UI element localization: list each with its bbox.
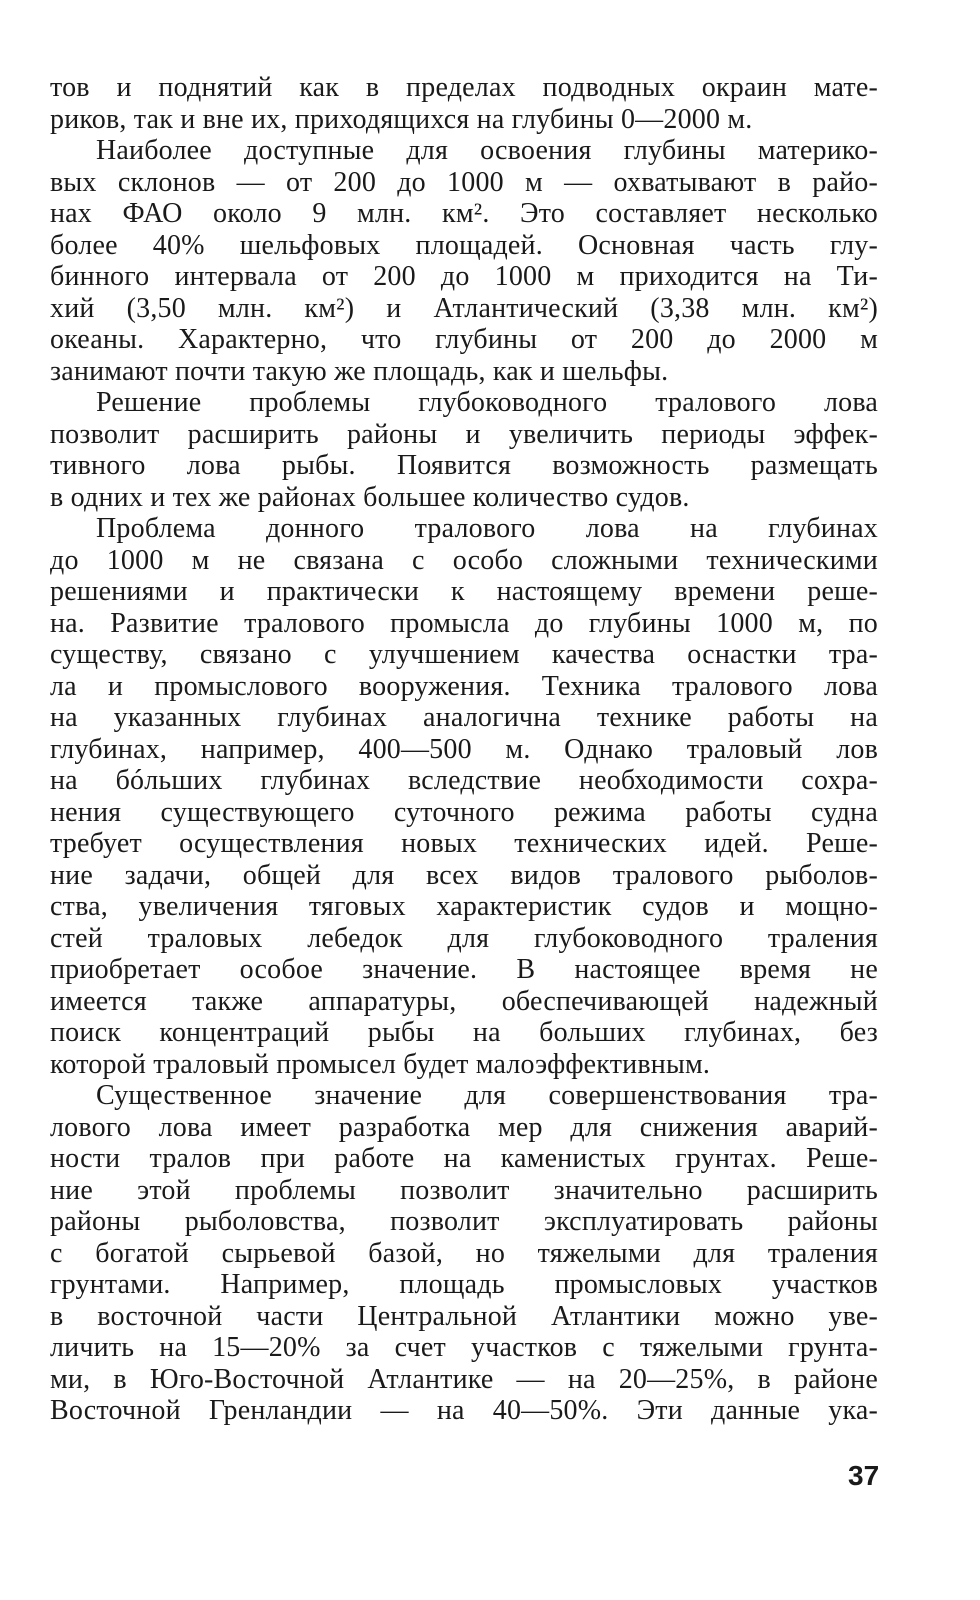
text-line: риков, так и вне их, приходящихся на глубины 0—2000 м. <box>50 103 753 135</box>
text-line: требует осуществления новых технических идей. Реше- <box>50 828 878 859</box>
page-number: 37 <box>848 1460 880 1491</box>
text-line: ние задачи, общей для всех видов тралового рыболов- <box>50 859 878 891</box>
text-line: ми, в Юго-Восточной Атлантике — на 20—25%, в районе <box>50 1363 878 1395</box>
text-line: на указанных глубинах аналогична технике работы на <box>50 702 878 733</box>
text-line: хий (3,50 млн. км²) и Атлантический (3,38 млн. км²) <box>50 292 878 324</box>
page-text <box>50 72 878 1427</box>
text-line: существу, связано с улучшением качества оснастки тра- <box>50 639 878 670</box>
text-line: нения существующего суточного режима работы судна <box>50 796 878 828</box>
text-line: ла и промыслового вооружения. Техника тралового лова <box>50 670 878 702</box>
text-line: стей траловых лебедок для глубоководного траления <box>50 922 878 954</box>
text-line: на бóльших глубинах вследствие необходимости сохра- <box>50 765 878 796</box>
text-line: тивного лова рыбы. Появится возможность размещать <box>50 450 878 481</box>
text-line: имеется также аппаратуры, обеспечивающей надежный <box>50 985 878 1017</box>
text-line: ности тралов при работе на каменистых грунтах. Реше- <box>50 1143 878 1174</box>
text-line: поиск концентраций рыбы на больших глубинах, без <box>50 1017 878 1048</box>
paragraph-first-line: Решение проблемы глубоководного тралового лова <box>96 387 878 418</box>
text-line: лового лова имеет разработка мер для снижения аварий- <box>50 1111 878 1143</box>
text-line: в одних и тех же районах большее количество судов. <box>50 481 690 513</box>
text-line: позволит расширить районы и увеличить периоды эффек- <box>50 418 878 450</box>
text-line: океаны. Характерно, что глубины от 200 до 2000 м <box>50 324 878 355</box>
text-line: более 40% шельфовых площадей. Основная часть глу- <box>50 229 878 261</box>
text-line: на. Развитие тралового промысла до глубины 1000 м, по <box>50 607 878 639</box>
text-line: вых склонов — от 200 до 1000 м — охватывают в райо- <box>50 166 878 198</box>
text-line: которой траловый промысел будет малоэффективным. <box>50 1048 711 1080</box>
paragraph-first-line: Проблема донного тралового лова на глубинах <box>96 513 878 544</box>
text-line: личить на 15—20% за счет участков с тяжелыми грунта- <box>50 1332 878 1363</box>
text-line: ства, увеличения тяговых характеристик судов и мощно- <box>50 891 878 922</box>
text-line: ние этой проблемы позволит значительно расширить <box>50 1174 878 1206</box>
paragraph-first-line: Наиболее доступные для освоения глубины материко- <box>96 135 878 166</box>
text-line: районы рыболовства, позволит эксплуатировать районы <box>50 1206 878 1237</box>
text-line: нах ФАО около 9 млн. км². Это составляет несколько <box>50 198 878 229</box>
text-line: решениями и практически к настоящему времени реше- <box>50 576 878 607</box>
text-line: в восточной части Центральной Атлантики можно уве- <box>50 1300 878 1332</box>
text-line: грунтами. Например, площадь промысловых участков <box>50 1269 878 1300</box>
text-line: с богатой сырьевой базой, но тяжелыми для траления <box>50 1237 878 1269</box>
paragraph-first-line: Существенное значение для совершенствования тра- <box>96 1080 878 1111</box>
text-line: глубинах, например, 400—500 м. Однако траловый лов <box>50 733 878 765</box>
text-line: тов и поднятий как в пределах подводных окраин мате- <box>50 72 878 103</box>
text-line: бинного интервала от 200 до 1000 м приходится на Ти- <box>50 261 878 292</box>
text-line: приобретает особое значение. В настоящее время не <box>50 954 878 985</box>
text-line: Восточной Гренландии — на 40—50%. Эти данные ука- <box>50 1395 878 1426</box>
text-line: до 1000 м не связана с особо сложными техническими <box>50 544 878 576</box>
text-line: занимают почти такую же площадь, как и шельфы. <box>50 355 669 387</box>
